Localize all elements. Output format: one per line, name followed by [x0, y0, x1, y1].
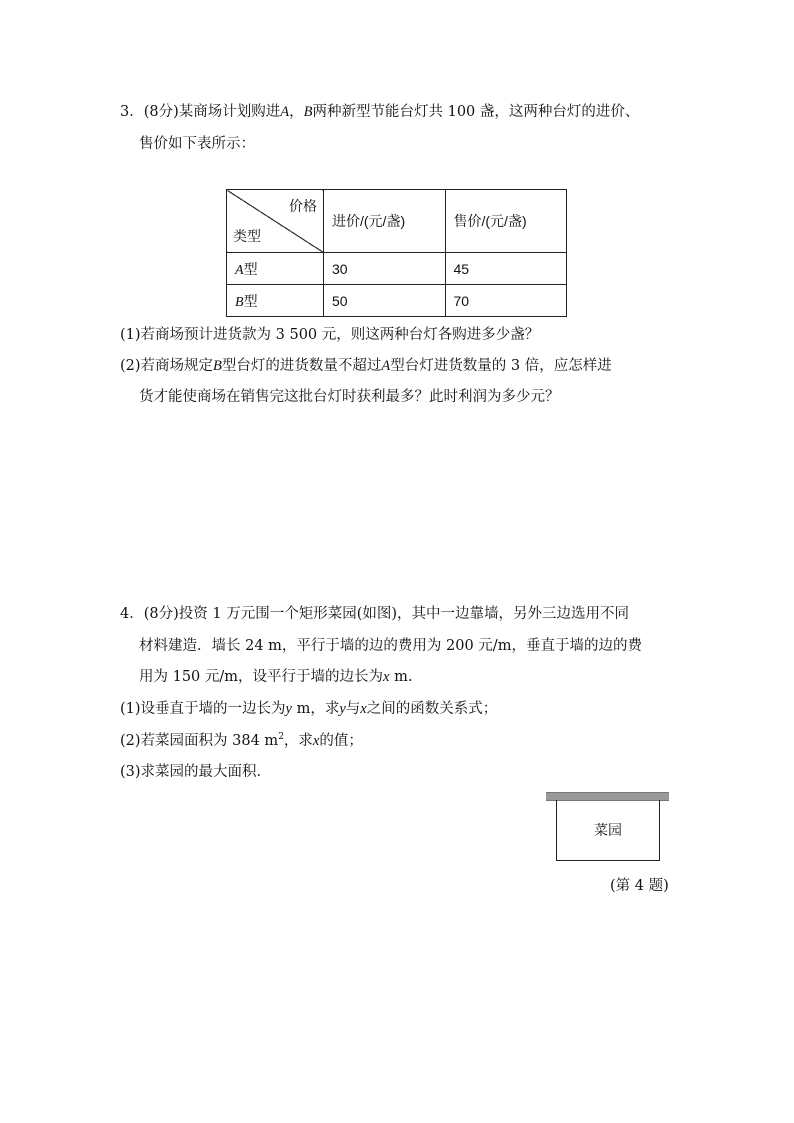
cost-cell: 50: [324, 285, 446, 317]
q4-sub1-var1: y: [285, 701, 292, 717]
q3-line2: 售价如下表所示：: [139, 136, 255, 152]
q4-sub1: [120, 699, 497, 719]
q4-line3: [139, 667, 412, 687]
q3-sub2-var1: B: [213, 358, 222, 374]
garden-rectangle: [556, 800, 660, 861]
q4-line3-a: 用为 150 元/m，设平行于墙的边长为: [139, 669, 384, 685]
table-header-row: [227, 190, 567, 253]
corner-top-label: 价格: [289, 198, 317, 214]
q3-sub2-c: 型台灯进货数量的 3 倍，应怎样进: [390, 358, 612, 374]
garden-label: 菜园: [594, 823, 622, 839]
table-row: [227, 253, 567, 285]
figure-caption: (第 4 题): [610, 878, 669, 894]
q3-sub2-b: 型台灯的进货数量不超过: [221, 358, 382, 374]
q4-sub1-var3: x: [360, 701, 367, 717]
cost-cell: 30: [324, 253, 446, 285]
table-row: [227, 285, 567, 317]
price-cell: 70: [445, 285, 567, 317]
col-header-cost: 进价/(元/盏): [324, 190, 446, 253]
col-header-price: 售价/(元/盏): [445, 190, 567, 253]
row-var: A: [235, 262, 244, 278]
q3-var-b: B: [303, 104, 313, 120]
q4-sub2-c: 的值；: [319, 733, 363, 749]
q4-sub2-var: x: [312, 733, 320, 749]
row-header: [227, 253, 324, 285]
q4-line1: 4．(8分)投资 1 万元围一个矩形菜园(如图)，其中一边靠墙，另外三边选用不同: [120, 606, 630, 622]
q3-line1-c: 两种新型节能台灯共 100 盏，这两种台灯的进价、: [312, 104, 640, 120]
q4-sub2-a: (2)若菜园面积为 384 m: [120, 733, 279, 749]
q4-line3-b: m.: [389, 669, 413, 685]
price-table: [226, 189, 567, 317]
corner-bottom-label: 类型: [233, 228, 261, 244]
q4-line2: 材料建造．墙长 24 m，平行于墙的边的费用为 200 元/m，垂直于墙的边的费: [139, 638, 642, 654]
q3-line1-a: 3．(8分)某商场计划购进: [120, 104, 281, 120]
row-suffix: 型: [243, 260, 258, 277]
table-corner-cell: [227, 190, 324, 253]
q3-sub2-var2: A: [381, 358, 391, 374]
q4-sub1-c: 与: [345, 701, 361, 717]
q4-sub2: [120, 731, 363, 751]
q3-sub2: [120, 356, 612, 376]
price-cell: 45: [445, 253, 567, 285]
q3-line1-b: ，: [289, 104, 304, 120]
q4-sub1-b: m，求: [291, 701, 340, 717]
q4-sub2-sup: 2: [278, 732, 284, 743]
q3-sub2-line2: 货才能使商场在销售完这批台灯时获利最多？此时利润为多少元？: [139, 389, 560, 405]
q4-line3-var: x: [383, 669, 390, 685]
q3-sub1: (1)若商场预计进货款为 3 500 元，则这两种台灯各购进多少盏？: [120, 327, 540, 343]
q3-line1: [120, 102, 639, 122]
q3-sub2-a: (2)若商场规定: [120, 358, 214, 374]
q4-sub1-d: 之间的函数关系式；: [366, 701, 498, 717]
row-header: [227, 285, 324, 317]
q4-sub3: (3)求菜园的最大面积．: [120, 764, 272, 780]
row-var: B: [235, 294, 244, 310]
q4-sub1-var2: y: [339, 701, 346, 717]
row-suffix: 型: [243, 292, 258, 309]
q3-var-a: A: [280, 104, 290, 120]
q4-sub2-b: ，求: [283, 733, 313, 749]
q4-sub1-a: (1)设垂直于墙的一边长为: [120, 701, 286, 717]
